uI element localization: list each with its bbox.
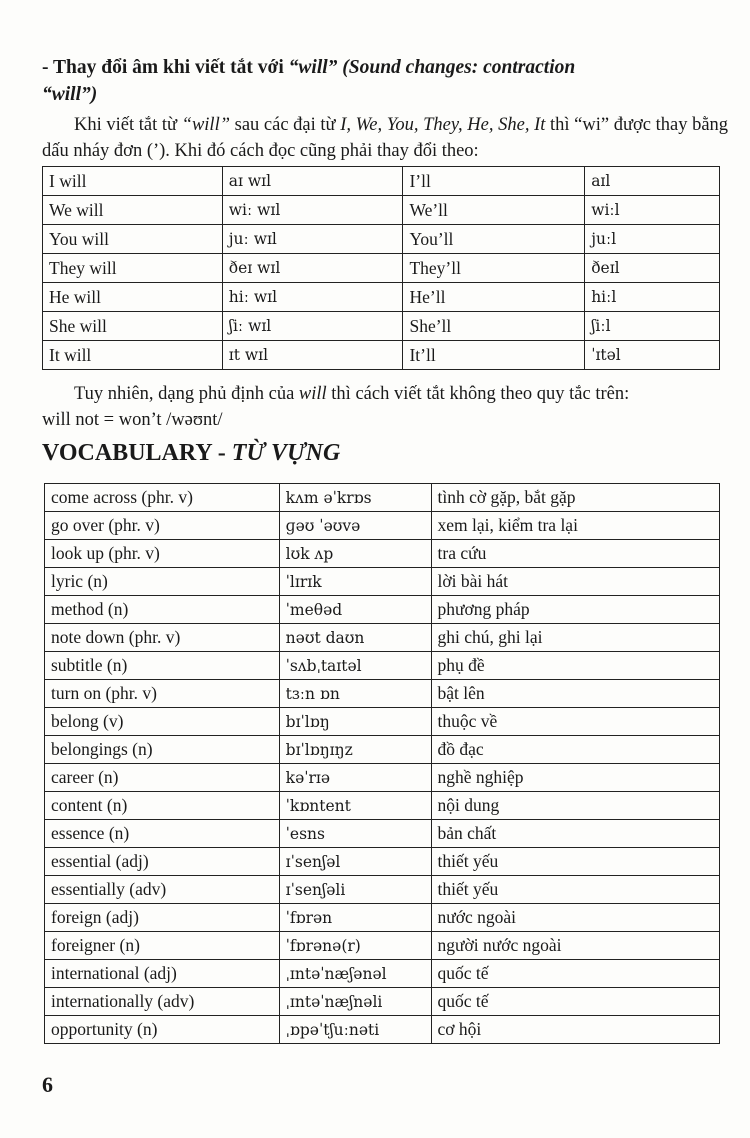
intro-pronouns: I, We, You, They, He, She, It (340, 115, 546, 135)
vocab-meaning-cell: cơ hội (431, 1016, 720, 1044)
vocab-ipa-cell: ɪˈsenʃəl (279, 848, 431, 876)
intro-part1: Khi viết tắt từ (74, 115, 182, 135)
vocab-meaning-cell: ghi chú, ghi lại (431, 624, 720, 652)
vocab-meaning-cell: đồ đạc (431, 736, 720, 764)
table-row (45, 568, 720, 596)
vocab-meaning-cell: phụ đề (431, 652, 720, 680)
vocab-word-cell: note down (phr. v) (45, 624, 280, 652)
vocab-word-cell: foreign (adj) (45, 904, 280, 932)
table-row (43, 196, 720, 225)
table-row (45, 708, 720, 736)
vocab-meaning-cell: nghề nghiệp (431, 764, 720, 792)
vocab-ipa-cell: ˌɪntəˈnæʃnəli (279, 988, 431, 1016)
full-form-cell: It will (43, 341, 223, 370)
vocab-meaning-cell: thiết yếu (431, 876, 720, 904)
vocab-meaning-cell: thiết yếu (431, 848, 720, 876)
vocab-word-cell: go over (phr. v) (45, 512, 280, 540)
vocab-ipa-cell: bɪˈlɒŋɪŋz (279, 736, 431, 764)
table-row (43, 225, 720, 254)
full-form-cell: They will (43, 254, 223, 283)
intro-word: “will” (181, 115, 230, 135)
full-form-ipa-cell: ʃiː wɪl (222, 312, 403, 341)
contraction-ipa-cell: wiːl (585, 196, 720, 225)
contraction-ipa-cell: ðeɪl (585, 254, 720, 283)
table-row (45, 876, 720, 904)
table-row (43, 254, 720, 283)
vocab-ipa-cell: tɜːn ɒn (279, 680, 431, 708)
contraction-cell: He’ll (403, 283, 585, 312)
vocab-word-cell: belongings (n) (45, 736, 280, 764)
table-row (45, 596, 720, 624)
page-number: 6 (42, 1072, 53, 1097)
vocab-word-cell: belong (v) (45, 708, 280, 736)
full-form-ipa-cell: ɪt wɪl (222, 341, 403, 370)
full-form-ipa-cell: ðeɪ wɪl (222, 254, 403, 283)
section-heading (42, 54, 722, 108)
note-part1: Tuy nhiên, dạng phủ định của (74, 384, 299, 404)
table-row (45, 652, 720, 680)
contraction-cell: They’ll (403, 254, 585, 283)
full-form-cell: She will (43, 312, 223, 341)
vocab-ipa-cell: ɪˈsenʃəli (279, 876, 431, 904)
note-word: will (298, 384, 327, 404)
vocab-word-cell: subtitle (n) (45, 652, 280, 680)
contraction-ipa-cell: hiːl (585, 283, 720, 312)
table-row (43, 167, 720, 196)
vocab-ipa-cell: ˈlɪrɪk (279, 568, 431, 596)
vocab-ipa-cell: ɡəʊ ˈəʊvə (279, 512, 431, 540)
vocab-word-cell: come across (phr. v) (45, 484, 280, 512)
full-form-cell: We will (43, 196, 223, 225)
table-row (45, 932, 720, 960)
contraction-ipa-cell: juːl (585, 225, 720, 254)
vocab-ipa-cell: ˈkɒntent (279, 792, 431, 820)
vocab-meaning-cell: phương pháp (431, 596, 720, 624)
vocab-meaning-cell: nước ngoài (431, 904, 720, 932)
table-row (45, 1016, 720, 1044)
heading-prefix: - Thay đổi âm khi viết tắt với (42, 57, 289, 78)
vocab-ipa-cell: kʌm əˈkrɒs (279, 484, 431, 512)
contraction-cell: You’ll (403, 225, 585, 254)
vocab-meaning-cell: tra cứu (431, 540, 720, 568)
full-form-cell: You will (43, 225, 223, 254)
negative-note (42, 381, 732, 433)
heading-word: “will” (288, 57, 338, 78)
vocab-meaning-cell: người nước ngoài (431, 932, 720, 960)
vocab-meaning-cell: bản chất (431, 820, 720, 848)
table-row (45, 484, 720, 512)
contraction-cell: She’ll (403, 312, 585, 341)
vocab-word-cell: essentially (adv) (45, 876, 280, 904)
vocab-word-cell: opportunity (n) (45, 1016, 280, 1044)
table-row (45, 736, 720, 764)
table-row (45, 988, 720, 1016)
intro-part3: thì “wi” được thay bằng dấu nháy đơn (’). Khi đó cách đọc cũng phải thay đổi theo: (42, 115, 729, 161)
contraction-cell: I’ll (403, 167, 585, 196)
vocab-word-cell: career (n) (45, 764, 280, 792)
note-part2: thì cách viết tắt không theo quy tắc trên: (326, 384, 630, 404)
vocab-meaning-cell: quốc tế (431, 988, 720, 1016)
vocab-ipa-cell: ˌɒpəˈtʃuːnəti (279, 1016, 431, 1044)
vocab-meaning-cell: quốc tế (431, 960, 720, 988)
contraction-cell: We’ll (403, 196, 585, 225)
full-form-ipa-cell: juː wɪl (222, 225, 403, 254)
full-form-ipa-cell: aɪ wɪl (222, 167, 403, 196)
table-row (45, 792, 720, 820)
vocab-ipa-cell: ˈfɒrənə(r) (279, 932, 431, 960)
vocab-ipa-cell: ˈfɒrən (279, 904, 431, 932)
contraction-cell: It’ll (403, 341, 585, 370)
vocab-meaning-cell: xem lại, kiểm tra lại (431, 512, 720, 540)
table-row (45, 848, 720, 876)
intro-paragraph (42, 112, 732, 164)
table-row (45, 820, 720, 848)
vocab-meaning-cell: thuộc về (431, 708, 720, 736)
table-row (45, 540, 720, 568)
full-form-cell: He will (43, 283, 223, 312)
vocab-word-cell: content (n) (45, 792, 280, 820)
vocab-word-cell: lyric (n) (45, 568, 280, 596)
vocab-ipa-cell: ˈsʌbˌtaɪtəl (279, 652, 431, 680)
contraction-ipa-cell: aɪl (585, 167, 720, 196)
table-row (43, 283, 720, 312)
table-row (43, 312, 720, 341)
vocab-word-cell: international (adj) (45, 960, 280, 988)
full-form-ipa-cell: hiː wɪl (222, 283, 403, 312)
vocab-ipa-cell: nəʊt daʊn (279, 624, 431, 652)
vocab-word-cell: essence (n) (45, 820, 280, 848)
vocab-word-cell: method (n) (45, 596, 280, 624)
table-row (43, 341, 720, 370)
note-line2: will not = won’t /wəʊnt/ (42, 410, 223, 430)
vocab-title-vi: TỪ VỰNG (231, 440, 341, 466)
vocab-meaning-cell: tình cờ gặp, bắt gặp (431, 484, 720, 512)
will-contraction-table (42, 166, 720, 370)
heading-line2: “will”) (42, 84, 98, 105)
table-row (45, 512, 720, 540)
vocab-meaning-cell: bật lên (431, 680, 720, 708)
vocab-word-cell: look up (phr. v) (45, 540, 280, 568)
full-form-cell: I will (43, 167, 223, 196)
vocabulary-heading (42, 440, 340, 467)
table-row (45, 680, 720, 708)
intro-part2: sau các đại từ (230, 115, 341, 135)
heading-english: (Sound changes: contraction (337, 57, 576, 78)
contraction-ipa-cell: ʃiːl (585, 312, 720, 341)
table-row (45, 764, 720, 792)
vocab-ipa-cell: bɪˈlɒŋ (279, 708, 431, 736)
table-row (45, 960, 720, 988)
vocab-word-cell: turn on (phr. v) (45, 680, 280, 708)
vocab-ipa-cell: kəˈrɪə (279, 764, 431, 792)
vocabulary-table (44, 483, 720, 1044)
vocab-meaning-cell: lời bài hát (431, 568, 720, 596)
full-form-ipa-cell: wiː wɪl (222, 196, 403, 225)
vocab-ipa-cell: ˈesns (279, 820, 431, 848)
vocab-word-cell: internationally (adv) (45, 988, 280, 1016)
vocab-ipa-cell: ˌɪntəˈnæʃənəl (279, 960, 431, 988)
vocab-meaning-cell: nội dung (431, 792, 720, 820)
table-row (45, 904, 720, 932)
vocab-ipa-cell: lʊk ʌp (279, 540, 431, 568)
vocab-word-cell: essential (adj) (45, 848, 280, 876)
vocab-ipa-cell: ˈmeθəd (279, 596, 431, 624)
contraction-ipa-cell: ˈɪtəl (585, 341, 720, 370)
vocab-word-cell: foreigner (n) (45, 932, 280, 960)
vocab-title-en: VOCABULARY - (42, 440, 232, 466)
table-row (45, 624, 720, 652)
